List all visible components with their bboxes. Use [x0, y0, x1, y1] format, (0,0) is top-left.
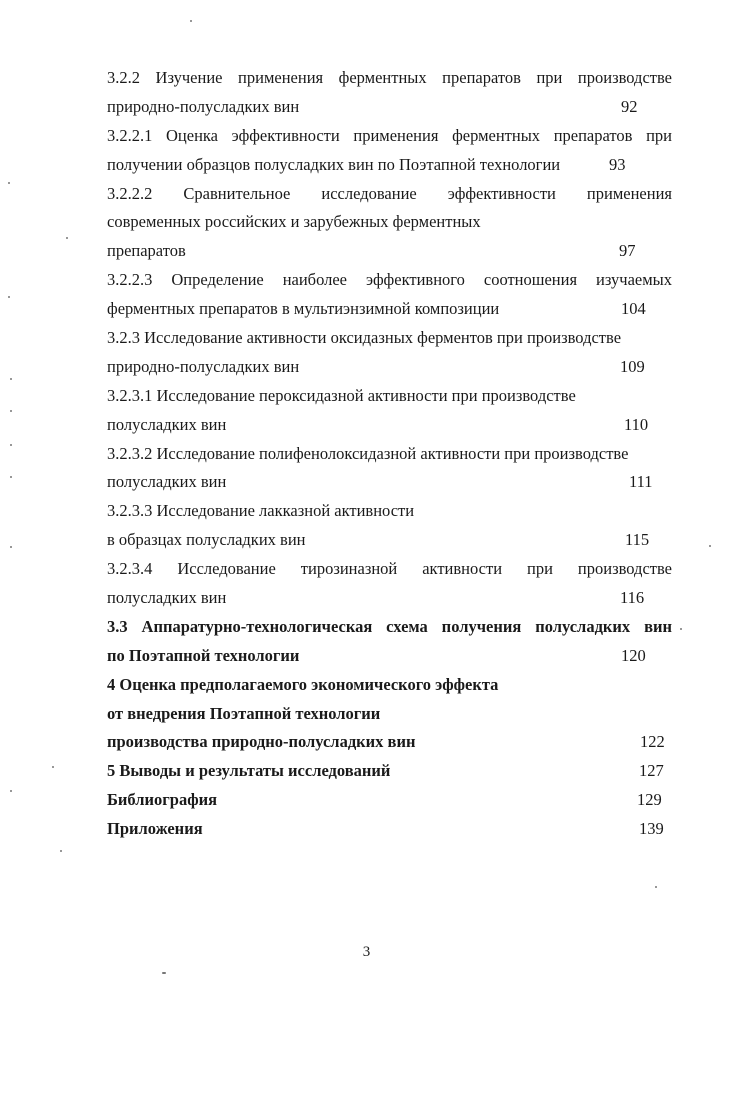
table-of-contents	[107, 64, 672, 844]
toc-entry-text: по Поэтапной технологии	[107, 645, 300, 665]
toc-page-number: 104	[621, 299, 646, 319]
scan-speck	[10, 476, 12, 478]
toc-page-number: 120	[621, 645, 646, 665]
toc-page-number: 127	[639, 761, 664, 781]
toc-entry-line: 3.2.3.4 Исследование тирозиназной активности при производстве	[107, 559, 672, 579]
toc-entry-text: Приложения	[107, 819, 203, 839]
toc-entry-line	[107, 93, 672, 122]
toc-entry-line	[107, 468, 672, 497]
toc-page-number: 116	[620, 588, 645, 608]
toc-page-number: 97	[619, 241, 636, 261]
scan-speck	[8, 182, 10, 184]
toc-page-number: 93	[609, 154, 626, 174]
page-number: 3	[362, 944, 371, 960]
scan-speck	[162, 972, 166, 974]
toc-entry-line: 3.3 Аппаратурно-технологическая схема получения полусладких вин	[107, 616, 672, 636]
toc-entry-text: полусладких вин	[107, 472, 227, 492]
toc-entry-line	[107, 757, 672, 786]
toc-entry-line	[107, 151, 672, 180]
toc-page-number: 111	[629, 472, 653, 492]
scan-speck	[8, 296, 10, 298]
scan-speck	[10, 546, 12, 548]
toc-page-number: 129	[637, 790, 662, 810]
toc-entry-text: Библиография	[107, 790, 218, 810]
toc-entry-line: 3.2.2 Изучение применения ферментных препаратов при производстве	[107, 68, 672, 87]
toc-entry-line	[107, 728, 672, 757]
toc-page-number: 122	[640, 732, 665, 752]
scan-speck	[190, 20, 192, 22]
toc-entry-text: в образцах полусладких вин	[107, 530, 306, 550]
toc-entry-text: производства природно-полусладких вин	[107, 732, 416, 752]
toc-page-number: 109	[620, 356, 645, 376]
toc-entry-line	[107, 815, 672, 844]
toc-entry-text: природно-полусладких вин	[107, 356, 300, 376]
toc-page-number: 92	[621, 96, 638, 116]
toc-entry-text: получении образцов полусладких вин по Поэтапной технологии	[107, 154, 561, 174]
scan-speck	[10, 410, 12, 412]
toc-entry-line: 3.2.3.1 Исследование пероксидазной активности при производстве	[107, 385, 576, 405]
toc-entry-line: 3.2.3.3 Исследование лакказной активности	[107, 501, 415, 521]
scan-speck	[10, 790, 12, 792]
scan-speck	[680, 628, 682, 630]
toc-entry-line	[107, 411, 672, 440]
scan-speck	[10, 378, 12, 380]
toc-entry-text: препаратов	[107, 241, 186, 261]
toc-entry-line	[107, 526, 672, 555]
toc-entry-line: современных российских и зарубежных ферментных	[107, 212, 481, 232]
toc-entry-line: 3.2.2.1 Оценка эффективности применения ферментных препаратов при	[107, 125, 672, 145]
toc-entry-text: 5 Выводы и результаты исследований	[107, 761, 391, 781]
toc-entry-text: природно-полусладких вин	[107, 96, 300, 116]
toc-entry-line: 3.2.2.2 Сравнительное исследование эффективности применения	[107, 183, 672, 203]
toc-entry-line	[107, 295, 672, 324]
toc-page-number: 139	[639, 819, 664, 839]
toc-page-number: 115	[625, 530, 650, 550]
toc-entry-text: полусладких вин	[107, 414, 227, 434]
toc-entry-line	[107, 584, 672, 613]
toc-entry-line	[107, 786, 672, 815]
scan-speck	[709, 545, 711, 547]
toc-page-number: 110	[624, 414, 649, 434]
scan-speck	[66, 237, 68, 239]
toc-entry-line: от внедрения Поэтапной технологии	[107, 703, 381, 723]
toc-entry-line: 3.2.3.2 Исследование полифенолоксидазной активности при производстве	[107, 443, 629, 463]
toc-entry-line	[107, 353, 672, 382]
scan-speck	[10, 444, 12, 446]
toc-entry-line: 3.2.2.3 Определение наиболее эффективного соотношения изучаемых	[107, 270, 672, 290]
toc-entry-line	[107, 237, 672, 266]
toc-entry-line	[107, 642, 672, 671]
toc-entry-line: 4 Оценка предполагаемого экономического эффекта	[107, 674, 499, 694]
scan-speck	[60, 850, 62, 852]
toc-entry-text: полусладких вин	[107, 588, 227, 608]
toc-entry-line: 3.2.3 Исследование активности оксидазных ферментов при производстве	[107, 328, 622, 348]
toc-entry-text: ферментных препаратов в мультиэнзимной композиции	[107, 299, 500, 319]
scan-speck	[52, 766, 54, 768]
scan-speck	[655, 886, 657, 888]
